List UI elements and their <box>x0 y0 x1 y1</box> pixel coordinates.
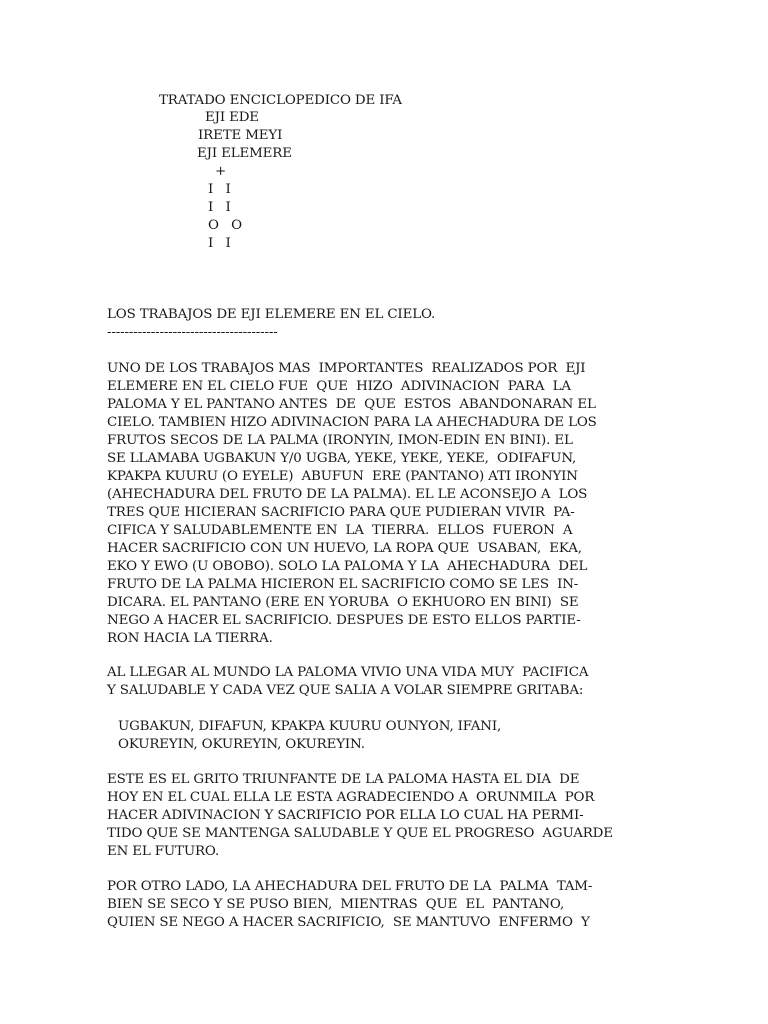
paragraph-line: CIELO. TAMBIEN HIZO ADIVINACION PARA LA AHECHADURA DE LOS <box>107 415 597 430</box>
paragraph-line: HACER ADIVINACION Y SACRIFICIO POR ELLA LO CUAL HA PERMI- <box>107 808 584 823</box>
sign-name-eji-ede: EJI EDE <box>205 110 259 125</box>
odu-figure-row: I I <box>208 200 231 215</box>
odu-figure-row: I I <box>208 182 231 197</box>
sign-name-irete-meyi: IRETE MEYI <box>198 128 283 143</box>
paragraph-line: BIEN SE SECO Y SE PUSO BIEN, MIENTRAS QUE EL PANTANO, <box>107 897 565 912</box>
sign-name-eji-elemere: EJI ELEMERE <box>197 146 292 161</box>
paragraph-line: ELEMERE EN EL CIELO FUE QUE HIZO ADIVINACION PARA LA <box>107 379 571 394</box>
odu-figure-row: I I <box>208 236 231 251</box>
paragraph-line: CIFICA Y SALUDABLEMENTE EN LA TIERRA. ELLOS FUERON A <box>107 523 573 538</box>
chant-line: UGBAKUN, DIFAFUN, KPAKPA KUURU OUNYON, IFANI, <box>118 719 502 734</box>
paragraph-line: Y SALUDABLE Y CADA VEZ QUE SALIA A VOLAR SIEMPRE GRITABA: <box>107 683 584 698</box>
document-title: TRATADO ENCICLOPEDICO DE IFA <box>159 93 402 108</box>
heading-underline: --------------------------------------- <box>107 325 278 340</box>
paragraph-line: (AHECHADURA DEL FRUTO DE LA PALMA). EL LE ACONSEJO A LOS <box>107 487 588 502</box>
paragraph-line: NEGO A HACER EL SACRIFICIO. DESPUES DE ESTO ELLOS PARTIE- <box>107 613 581 628</box>
paragraph-line: KPAKPA KUURU (O EYELE) ABUFUN ERE (PANTANO) ATI IRONYIN <box>107 469 578 484</box>
paragraph-line: HACER SACRIFICIO CON UN HUEVO, LA ROPA QUE USABAN, EKA, <box>107 541 582 556</box>
paragraph-line: UNO DE LOS TRABAJOS MAS IMPORTANTES REALIZADOS POR EJI <box>107 361 586 376</box>
paragraph-line: PALOMA Y EL PANTANO ANTES DE QUE ESTOS ABANDONARAN EL <box>107 397 596 412</box>
paragraph-line: FRUTO DE LA PALMA HICIERON EL SACRIFICIO COMO SE LES IN- <box>107 577 579 592</box>
paragraph-line: TIDO QUE SE MANTENGA SALUDABLE Y QUE EL PROGRESO AGUARDE <box>107 826 613 841</box>
chant-line: OKUREYIN, OKUREYIN, OKUREYIN. <box>118 737 365 752</box>
paragraph-line: TRES QUE HICIERAN SACRIFICIO PARA QUE PUDIERAN VIVIR PA- <box>107 505 575 520</box>
odu-figure-row: O O <box>208 218 242 233</box>
paragraph-line: POR OTRO LADO, LA AHECHADURA DEL FRUTO DE LA PALMA TAM- <box>107 879 593 894</box>
paragraph-line: HOY EN EL CUAL ELLA LE ESTA AGRADECIENDO A ORUNMILA POR <box>107 790 595 805</box>
paragraph-line: DICARA. EL PANTANO (ERE EN YORUBA O EKHUORO EN BINI) SE <box>107 595 579 610</box>
paragraph-line: EN EL FUTURO. <box>107 844 220 859</box>
paragraph-line: RON HACIA LA TIERRA. <box>107 631 273 646</box>
paragraph-line: ESTE ES EL GRITO TRIUNFANTE DE LA PALOMA HASTA EL DIA DE <box>107 772 580 787</box>
paragraph-line: AL LLEGAR AL MUNDO LA PALOMA VIVIO UNA VIDA MUY PACIFICA <box>107 665 589 680</box>
paragraph-line: SE LLAMABA UGBAKUN Y/0 UGBA, YEKE, YEKE, YEKE, ODIFAFUN, <box>107 451 577 466</box>
section-heading: LOS TRABAJOS DE EJI ELEMERE EN EL CIELO. <box>107 307 436 322</box>
paragraph-line: FRUTOS SECOS DE LA PALMA (IRONYIN, IMON-EDIN EN BINI). EL <box>107 433 573 448</box>
paragraph-line: QUIEN SE NEGO A HACER SACRIFICIO, SE MANTUVO ENFERMO Y <box>107 915 590 930</box>
paragraph-line: EKO Y EWO (U OBOBO). SOLO LA PALOMA Y LA AHECHADURA DEL <box>107 559 588 574</box>
plus-sign: + <box>215 164 227 179</box>
